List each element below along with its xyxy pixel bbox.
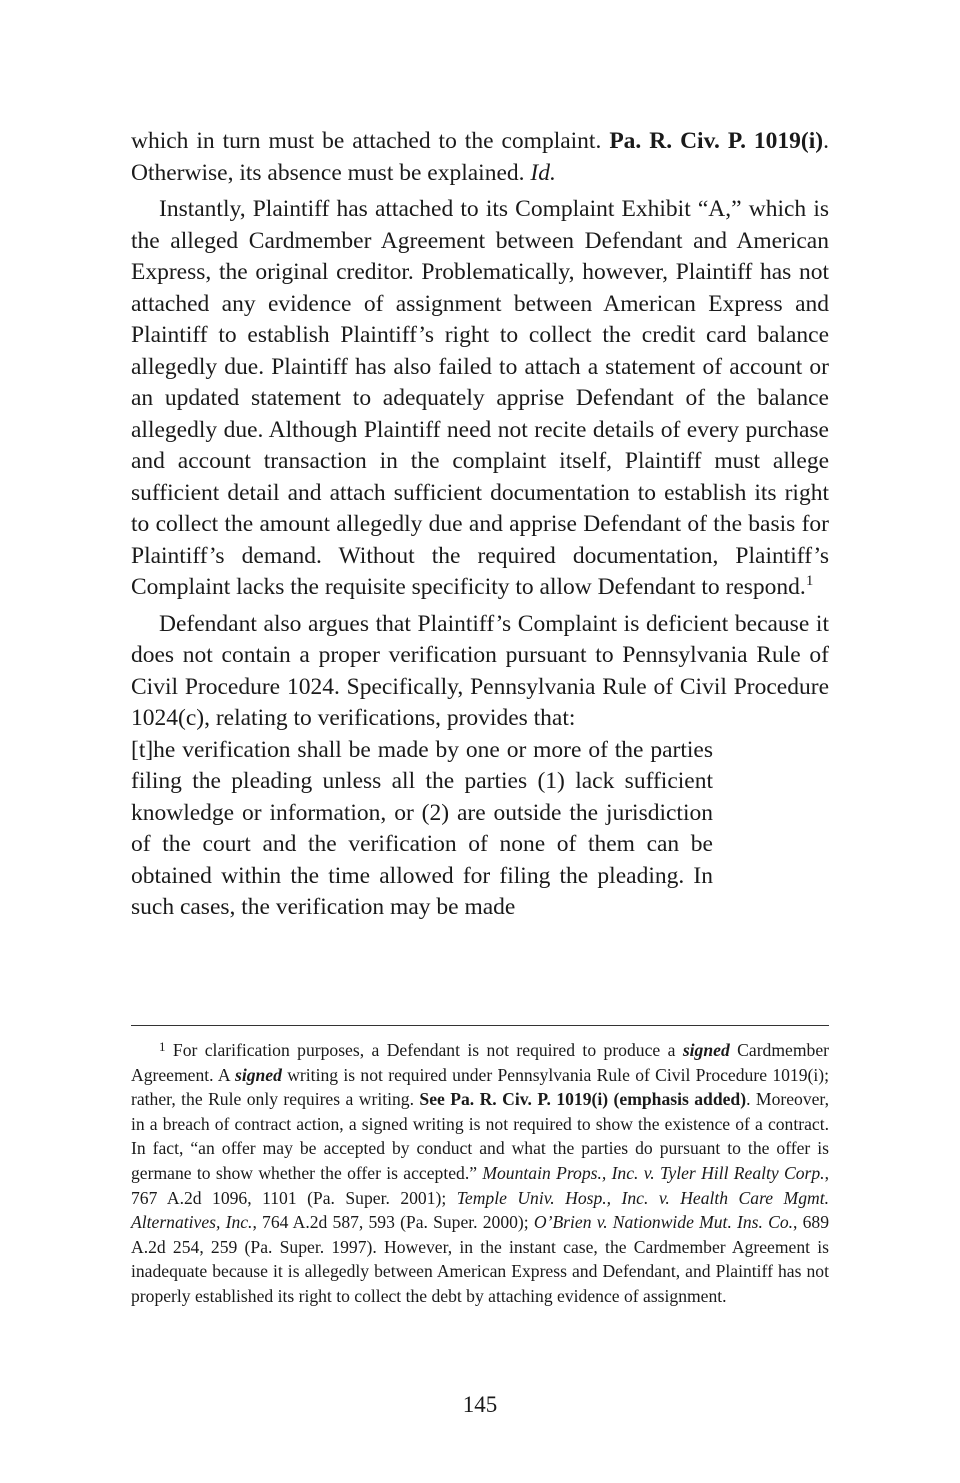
- footnote-divider: [131, 1025, 829, 1026]
- case-citation: Temple Univ. Hosp., Inc. v. Health Care Mgmt. Alternatives, Inc.: [131, 1187, 829, 1233]
- paragraph-continued: which in turn must be attached to the complaint. Pa. R. Civ. P. 1019(i). Otherwise, its absence must be explained. Id.: [131, 128, 829, 186]
- footnote-number: 1: [159, 1039, 166, 1054]
- page-number: 145: [462, 1392, 498, 1417]
- paragraph-verification: Defendant also argues that Plaintiff’s Complaint is deficient because it does not contain a proper verification pursuant to Pennsylvania Rule of Civil Procedure 1024. Specifically, Pennsylvania Rule of Civil Procedure 1024(c), relating to verifications, provides that:: [131, 610, 829, 731]
- id-citation: Id.: [530, 159, 556, 186]
- rule-citation: Pa. R. Civ. P. 1019(i): [609, 128, 824, 154]
- footnote-reference: 1: [805, 573, 814, 589]
- case-citation: Mountain Props., Inc. v. Tyler Hill Realty Corp.: [482, 1162, 825, 1183]
- footnote-citation: See Pa. R. Civ. P. 1019(i) (emphasis added): [419, 1089, 747, 1110]
- block-quote: [t]he verification shall be made by one or more of the parties filing the pleading unless all the parties (1) lack sufficient knowledge or information, or (2) are outside the jurisdiction of the court and the verification of none of them can be obtained within the time allowed for filing the pleading. In such cases, the verification may be made: [131, 736, 713, 920]
- paragraph-exhibit: Instantly, Plaintiff has attached to its Complaint Exhibit “A,” which is the alleged Cardmember Agreement between Defendant and American Express, the original creditor. Problematically, however, Plaintiff has not attached any evidence of assignment between American Express and Plaintiff to establish Plaintiff’s right to collect the credit card balance allegedly due. Plaintiff has also failed to attach a statement of account or an updated statement to adequately apprise Defendant of the balance allegedly due. Although Plaintiff need not recite details of every purchase and account transaction in the complaint itself, Plaintiff must allege sufficient detail and attach sufficient documentation to establish its right to collect the amount allegedly due and apprise Defendant of the basis for Plaintiff’s demand. Without the required documentation, Plaintiff’s Complaint lacks the requisite specificity to allow Defendant to respond.$^1$: [131, 196, 829, 600]
- body-text: [131, 126, 829, 924]
- footnote: $^1$ For clarification purposes, a Defendant is not required to produce a signed Cardmember Agreement. A signed writing is not required under Pennsylvania Rule of Civil Procedure 1019(i); rather, the Rule only requires a writing. See Pa. R. Civ. P. 1019(i) (emphasis added). Moreover, in a breach of contract action, a signed writing is not required to show the existence of a contract. In fact, “an offer may be accepted by conduct and what the parties do pursuant to the offer is germane to show whether the offer is accepted.” Mountain Props., Inc. v. Tyler Hill Realty Corp., 767 A.2d 1096, 1101 (Pa. Super. 2001); Temple Univ. Hosp., Inc. v. Health Care Mgmt. Alternatives, Inc., 764 A.2d 587, 593 (Pa. Super. 2000); O’Brien v. Nationwide Mut. Ins. Co., 689 A.2d 254, 259 (Pa. Super. 1997). However, in the instant case, the Cardmember Agreement is inadequate because it is allegedly between American Express and Defendant, and Plaintiff has not properly established its right to collect the debt by attaching evidence of assignment.: [131, 1039, 830, 1306]
- case-citation: O’Brien v. Nationwide Mut. Ins. Co.: [533, 1212, 794, 1233]
